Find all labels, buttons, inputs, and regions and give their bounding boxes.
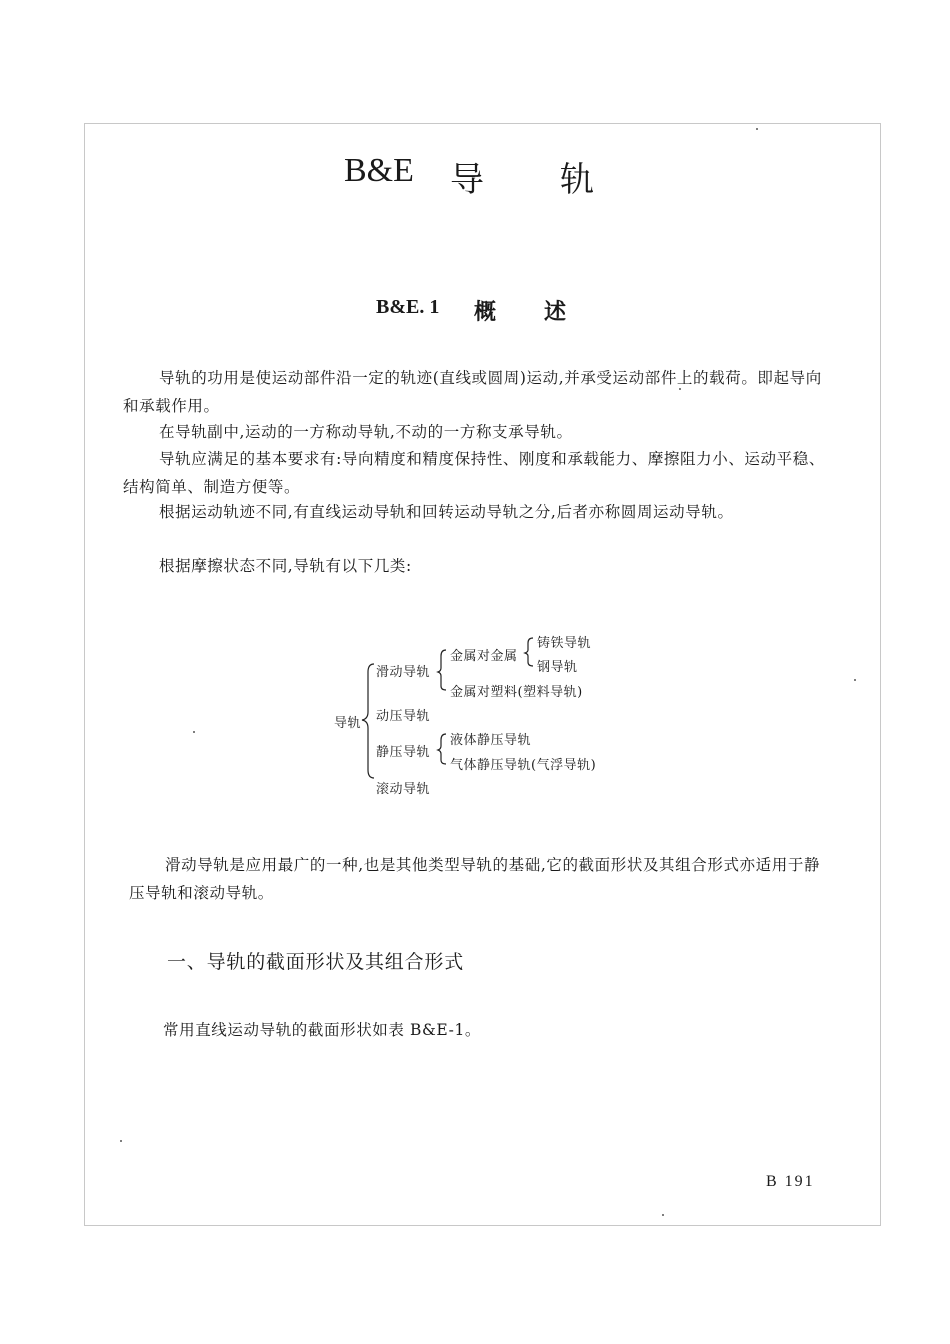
- tree-metal-metal-label: 金属对金属: [450, 649, 518, 664]
- tree-steel-label: 钢导轨: [537, 660, 578, 675]
- paragraph-table-reference: 常用直线运动导轨的截面形状如表 B&E-1。: [163, 1021, 482, 1039]
- chapter-title-word-2: 轨: [560, 160, 594, 200]
- tree-gas-static-label: 气体静压导轨(气浮导轨): [450, 758, 597, 773]
- chapter-title-code: B&E: [344, 152, 414, 189]
- tree-root-label: 导轨: [334, 716, 362, 731]
- paragraph-sliding-guideway: 滑动导轨是应用最广的一种,也是其他类型导轨的基础,它的截面形状及其组合形式亦适用于静压导轨和滚动导轨。: [129, 856, 821, 902]
- scan-speck: [120, 1140, 122, 1142]
- tree-cast-iron-label: 铸铁导轨: [537, 636, 592, 651]
- tree-liquid-static-label: 液体静压导轨: [450, 733, 532, 748]
- tree-static-label: 静压导轨: [376, 745, 431, 760]
- tree-sliding-label: 滑动导轨: [376, 665, 431, 680]
- paragraph-function: 导轨的功用是使运动部件沿一定的轨迹(直线或圆周)运动,并承受运动部件上的载荷。即起导向和承载作用。: [123, 369, 822, 415]
- paragraph-guideway-pair: 在导轨副中,运动的一方称动导轨,不动的一方称支承导轨。: [159, 423, 573, 441]
- scan-speck: [679, 388, 681, 390]
- paragraph-requirements: 导轨应满足的基本要求有:导向精度和精度保持性、刚度和承载能力、摩擦阻力小、运动平稳、结构简单、制造方便等。: [123, 450, 825, 496]
- tree-metal-plastic-label: 金属对塑料(塑料导轨): [450, 685, 583, 700]
- scan-speck: [193, 731, 195, 733]
- subsection-heading: 一、导轨的截面形状及其组合形式: [167, 951, 465, 973]
- scan-speck: [756, 128, 758, 130]
- section-title-word-1: 概: [474, 299, 497, 325]
- chapter-title-word-1: 导: [450, 160, 484, 200]
- scan-speck: [854, 679, 856, 681]
- tree-dynamic-label: 动压导轨: [376, 709, 431, 724]
- paragraph-friction-intro: 根据摩擦状态不同,导轨有以下几类:: [159, 557, 412, 575]
- section-title-code: B&E. 1: [376, 296, 440, 318]
- page-number: B 191: [766, 1173, 815, 1190]
- section-title-word-2: 述: [544, 299, 567, 325]
- page-frame: [84, 123, 881, 1226]
- scan-speck: [662, 1214, 664, 1216]
- paragraph-motion-trajectory: 根据运动轨迹不同,有直线运动导轨和回转运动导轨之分,后者亦称圆周运动导轨。: [159, 503, 734, 521]
- tree-rolling-label: 滚动导轨: [376, 782, 431, 797]
